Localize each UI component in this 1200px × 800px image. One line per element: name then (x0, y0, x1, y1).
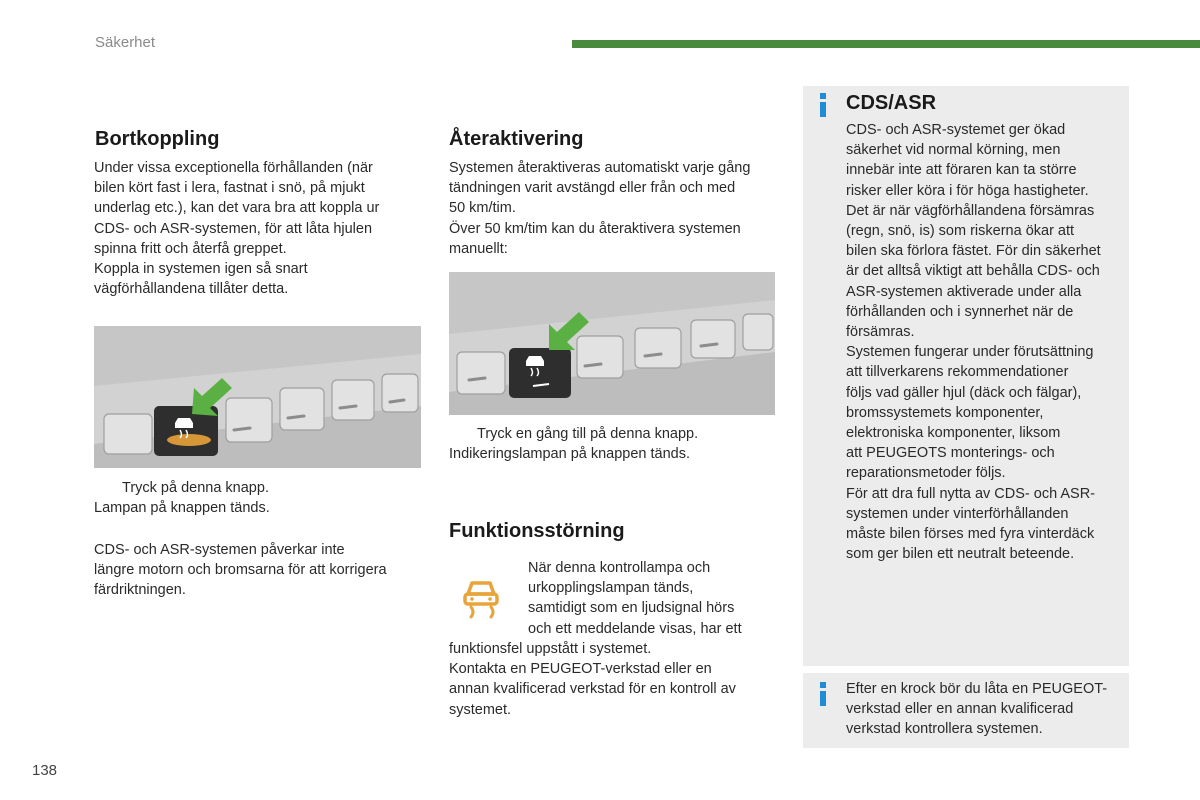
bortkoppling-paragraph (94, 158, 424, 299)
section-label: Säkerhet (95, 34, 156, 51)
console-illustration (94, 326, 421, 468)
text-line: och ett meddelande visas, har ett (528, 620, 742, 637)
title-funktionsstorning: Funktionsstörning (449, 520, 625, 542)
bullet-text: Tryck på denna knapp. (122, 480, 269, 496)
button-photo-reactivate (449, 272, 775, 415)
text-line: 50 km/tim. (449, 200, 516, 217)
info-icon (819, 93, 827, 117)
fault-text (449, 639, 779, 720)
bullet-text: Tryck en gång till på denna knapp. (477, 426, 699, 442)
text-line: (regn, snö, is) som riskerna ökar att (846, 223, 1075, 240)
skid-warning-icon (458, 574, 504, 620)
text-line: samtidigt som en ljudsignal hörs (528, 600, 735, 617)
cds-asr-text (846, 120, 1126, 564)
text-line: bromssystemets komponenter, (846, 404, 1044, 421)
bortkoppling-instruction (94, 478, 424, 518)
ateraktivering-paragraph (449, 158, 779, 259)
text-line: Systemen återaktiveras automatiskt varje gång (449, 160, 751, 176)
header-accent-bar (572, 40, 1200, 48)
text-line: Indikeringslampan på knappen tänds. (449, 446, 691, 463)
text-line: är det alltså viktigt att behålla CDS- och (846, 263, 1100, 280)
text-line: försämras. (846, 324, 915, 341)
text-line: färdriktningen. (94, 582, 186, 599)
button-photo-deactivate (94, 326, 421, 468)
pointer-bullet-icon (449, 424, 477, 444)
info-icon (819, 682, 827, 706)
text-line: CDS- och ASR-systemet ger ökad (846, 122, 1066, 138)
text-line: måste bilen förses med fyra vinterdäck (846, 526, 1095, 543)
bortkoppling-note (94, 540, 424, 601)
text-line: som ger bilen ett neutralt beteende. (846, 546, 1075, 563)
text-line: vägförhållandena tillåter detta. (94, 281, 289, 298)
text-line: När denna kontrollampa och (528, 560, 711, 576)
text-line: följs vad gäller hjul (däck och fälgar), (846, 384, 1082, 401)
text-line: bilen kört fast i lera, fastnat i snö, på mjukt (94, 180, 365, 197)
text-line: Kontakta en PEUGEOT-verkstad eller en (449, 661, 712, 678)
text-line: säkerhet vid normal körning, men (846, 142, 1061, 159)
ateraktivering-instruction (449, 424, 779, 464)
text-line: tändningen varit avstängd eller från och med (449, 180, 736, 197)
text-line: risker eller köra i för höga hastigheter. (846, 182, 1089, 199)
console-illustration (449, 272, 775, 415)
text-line: ASR-systemen aktiverade under alla (846, 283, 1082, 300)
text-line: CDS- och ASR-systemen påverkar inte (94, 542, 345, 558)
text-line: manuellt: (449, 240, 508, 257)
text-line: funktionsfel uppstått i systemet. (449, 641, 652, 657)
text-line: Efter en krock bör du låta en PEUGEOT- (846, 681, 1108, 697)
text-line: innebär inte att föraren kan ta större (846, 162, 1077, 179)
page-number: 138 (32, 762, 58, 779)
text-line: verkstad kontrollera systemen. (846, 721, 1043, 738)
text-line: spinna fritt och återfå greppet. (94, 240, 287, 257)
text-line: Under vissa exceptionella förhållanden (när (94, 160, 373, 176)
text-line: För att dra full nytta av CDS- och ASR- (846, 485, 1096, 502)
text-line: systemen under vinterförhållanden (846, 505, 1069, 522)
title-ateraktivering: Återaktivering (449, 128, 584, 150)
text-line: Över 50 km/tim kan du återaktivera systemen (449, 220, 741, 237)
after-crash-text (846, 679, 1126, 740)
text-line: att tillverkarens rekommendationer (846, 364, 1069, 381)
text-line: Koppla in systemen igen så snart (94, 261, 308, 278)
pointer-bullet-icon (94, 478, 122, 498)
text-line: reparationsmetoder följs. (846, 465, 1006, 482)
text-line: Det är när vägförhållandena försämras (846, 202, 1095, 219)
text-line: att PEUGEOTS monterings- och (846, 445, 1055, 462)
text-line: annan kvalificerad verkstad för en kontroll av (449, 681, 736, 698)
text-line: CDS- och ASR-systemen, för att låta hjulen (94, 220, 373, 237)
title-bortkoppling: Bortkoppling (95, 128, 220, 150)
text-line: förhållanden och i synnerhet när de (846, 303, 1074, 320)
title-cds-asr: CDS/ASR (846, 92, 937, 114)
text-line: Lampan på knappen tänds. (94, 500, 270, 517)
text-line: elektroniska komponenter, liksom (846, 425, 1061, 442)
text-line: urkopplingslampan tänds, (528, 580, 694, 597)
text-line: längre motorn och bromsarna för att korrigera (94, 562, 387, 579)
text-line: bilen ska förlora fästet. För din säkerhet (846, 243, 1101, 260)
text-line: systemet. (449, 701, 512, 718)
text-line: verkstad eller en annan kvalificerad (846, 701, 1074, 718)
fault-indented-text (528, 558, 778, 639)
text-line: Systemen fungerar under förutsättning (846, 344, 1094, 361)
text-line: underlag etc.), kan det vara bra att koppla ur (94, 200, 380, 217)
